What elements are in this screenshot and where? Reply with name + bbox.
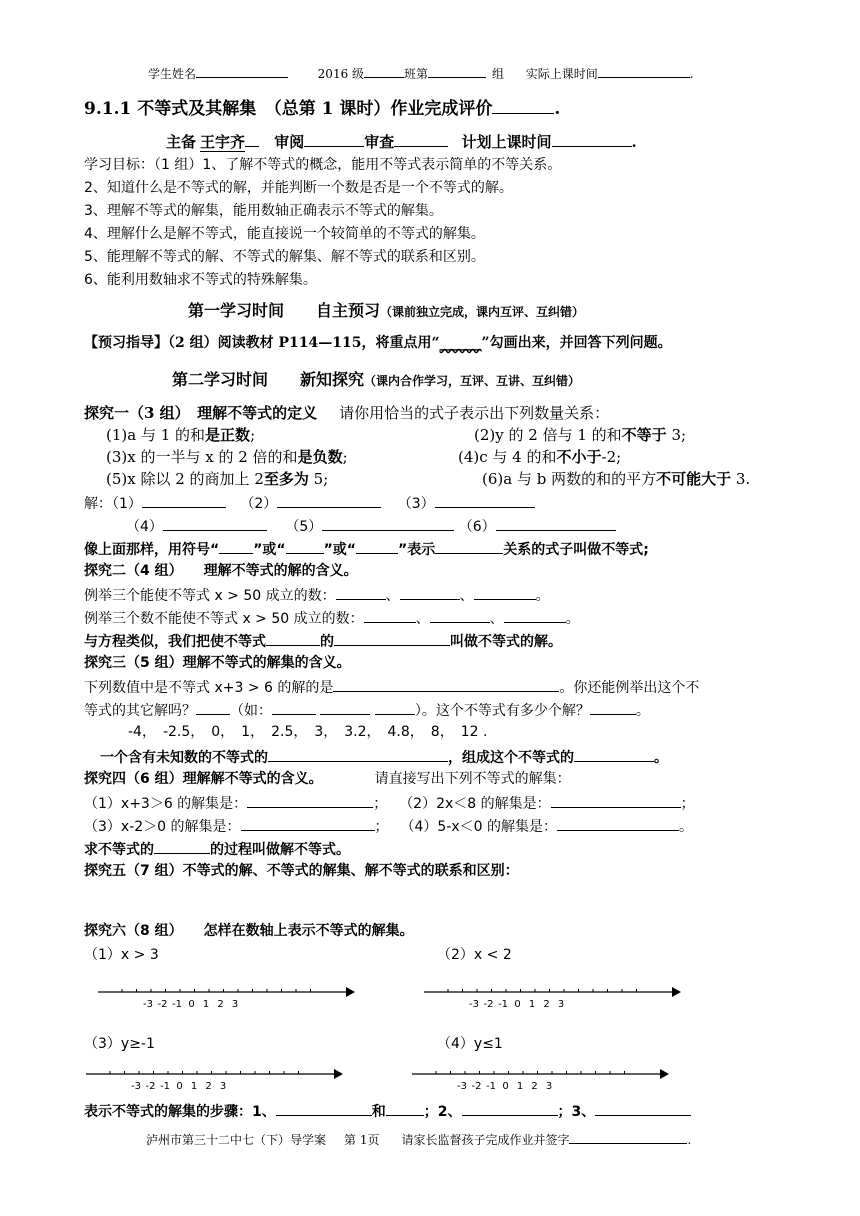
page-title: 9.1.1 不等式及其解集 （总第 1 课时）作业完成评价 .	[84, 99, 561, 119]
tick-label: -3	[131, 1081, 141, 1092]
inquiry2-heading: 探究二（4 组） 理解不等式的解的含义。	[84, 563, 358, 579]
inquiry4-row1: （1）x+3＞6 的解集是： ； （2）2x＜8 的解集是： ；	[84, 792, 695, 814]
inquiry2-line1: 例举三个能使不等式 x > 50 成立的数： 、 、 。	[84, 584, 550, 606]
answers-row-2: （4） （5） （6）	[126, 515, 616, 537]
tick-label: -1	[486, 1081, 496, 1092]
plan-time-blank[interactable]	[552, 131, 632, 147]
header-line: 学生姓名 2016 级 班第 组 实际上课时间 .	[148, 62, 694, 84]
inquiry6-heading: 探究六（8 组） 怎样在数轴上表示不等式的解集。	[84, 923, 414, 939]
inquiry4-heading: 探究四（6 组）理解解不等式的含义。 请直接写出下列不等式的解集：	[84, 771, 571, 787]
goal-1: 学习目标：（1 组）1、了解不等式的概念，能用不等式表示简单的不等关系。	[84, 157, 562, 173]
footer: 泸州市第三十二中七（下）导学案 第 1页 请家长监督孩子完成作业并签字 .	[146, 1133, 692, 1147]
problem-2-label: （2）x < 2	[437, 947, 512, 963]
goal-5: 5、能理解不等式的解、不等式的解集、解不等式的联系和区别。	[84, 249, 485, 265]
problem-4-label: （4）y≤1	[437, 1036, 503, 1052]
tick-label: -1	[160, 1081, 170, 1092]
steps-line: 表示不等式的解集的步骤：1、 和 ；2、 ；3、	[84, 1100, 691, 1122]
tick-label: 3	[557, 999, 565, 1010]
tick-label: 3	[545, 1081, 553, 1092]
section2-heading: 第二学习时间 新知探究（课内合作学习，互评、互讲、互纠错）	[172, 370, 581, 389]
student-name-blank[interactable]	[196, 62, 288, 78]
grade-label: 2016 级	[317, 67, 365, 81]
inquiry5-heading: 探究五（7 组）不等式的解、不等式的解集、解不等式的联系和区别：	[84, 863, 519, 879]
tick-label: -2	[471, 1081, 482, 1092]
tick-label: 0	[502, 1081, 509, 1092]
actual-time-blank[interactable]	[598, 62, 690, 78]
check-blank[interactable]	[394, 131, 448, 147]
tick-label: 2	[531, 1081, 538, 1092]
tick-label: -3	[457, 1081, 467, 1092]
tick-label: -3	[143, 999, 153, 1010]
tick-label: 0	[188, 999, 195, 1010]
number-line-4[interactable]	[412, 1064, 672, 1094]
footer-school: 泸州市第三十二中七（下）导学案	[146, 1133, 327, 1147]
inquiry3-summary: 一个含有未知数的不等式的 ，组成这个不等式的 。	[100, 746, 668, 768]
goal-6: 6、能利用数轴求不等式的特殊解集。	[84, 272, 317, 288]
inquiry1-heading: 探究一（3 组） 理解不等式的定义 请你用恰当的式子表示出下列数量关系：	[84, 404, 610, 422]
inquiry2-summary: 与方程类似，我们把使不等式 的 叫做不等式的解。	[84, 630, 562, 652]
inquiry3-heading: 探究三（5 组）理解不等式的解集的含义。	[84, 655, 351, 671]
tick-label: 0	[176, 1081, 183, 1092]
tick-label: -2	[483, 999, 494, 1010]
class-label: 班第	[404, 67, 429, 81]
tick-label: 3	[219, 1081, 227, 1092]
tick-label: -3	[469, 999, 479, 1010]
inquiry1-item-3: (3)x 的一半与 x 的 2 倍的和是负数;	[106, 448, 348, 466]
review-blank[interactable]	[304, 131, 364, 147]
section1-heading: 第一学习时间 自主预习（课前独立完成，课内互评、互纠错）	[188, 301, 585, 320]
tick-label: 3	[231, 999, 239, 1010]
number-line-2[interactable]	[424, 982, 684, 1012]
inquiry1-summary: 像上面那样，用符号“ ”或“ ”或“ ”表示 关系的式子叫做不等式;	[84, 538, 649, 560]
answers-row-1: 解：（1） （2） （3）	[84, 492, 535, 514]
lead-name: 王宇齐	[200, 133, 246, 151]
inquiry4-summary: 求不等式的 的过程叫做解不等式。	[84, 838, 350, 860]
number-line-3[interactable]	[86, 1064, 346, 1094]
preview-guide: 【预习指导】（2 组）阅读教材 P114—115，将重点用“______”勾画出来，并回答下列问题。	[84, 335, 672, 351]
tick-label: 1	[190, 1081, 198, 1092]
parent-signature-blank[interactable]	[569, 1131, 687, 1144]
problem-1-label: （1）x > 3	[84, 947, 159, 963]
group-label: 组	[492, 67, 505, 81]
problem-3-label: （3）y≥-1	[84, 1036, 155, 1052]
evaluation-blank[interactable]	[492, 98, 554, 114]
answer-blank-3[interactable]	[435, 492, 535, 508]
answer-blank-1[interactable]	[142, 492, 226, 508]
inquiry1-item-6: (6)a 与 b 两数的和的平方不可能大于 3.	[482, 470, 751, 488]
tick-label: 1	[516, 1081, 524, 1092]
tick-label: 1	[202, 999, 210, 1010]
tick-label: 0	[514, 999, 521, 1010]
tick-label: -1	[172, 999, 182, 1010]
tick-label: -2	[145, 1081, 156, 1092]
inquiry1-item-1: (1)a 与 1 的和是正数;	[106, 426, 256, 444]
answer-blank-4[interactable]	[163, 515, 267, 531]
actual-time-label: 实际上课时间	[525, 67, 598, 81]
class-blank[interactable]	[428, 62, 486, 78]
staff-line: 主备 王宇齐 审阅 审查 计划上课时间 .	[166, 133, 637, 151]
tick-label: -1	[498, 999, 508, 1010]
answer-blank-5[interactable]	[322, 515, 454, 531]
inquiry1-item-2: (2)y 的 2 倍与 1 的和不等于 3;	[474, 426, 687, 444]
goal-2: 2、知道什么是不等式的解，并能判断一个数是否是一个不等式的解。	[84, 180, 513, 196]
goal-4: 4、理解什么是解不等式，能直接说一个较简单的不等式的解集。	[84, 226, 485, 242]
answer-blank-2[interactable]	[277, 492, 381, 508]
tick-label: 2	[543, 999, 550, 1010]
footer-sign: 请家长监督孩子完成作业并签字	[401, 1133, 570, 1147]
tick-label: -2	[157, 999, 168, 1010]
inquiry3-line2: 等式的其它解吗？ （如： ）。这个不等式有多少个解？ 。	[84, 699, 650, 721]
inquiry1-item-5: (5)x 除以 2 的商加上 2至多为 5;	[106, 470, 329, 488]
tick-label: 1	[528, 999, 536, 1010]
inquiry4-row2: （3）x-2＞0 的解集是： ； （4）5-x＜0 的解集是： 。	[84, 815, 693, 837]
inquiry2-line2: 例举三个数不能使不等式 x > 50 成立的数： 、 、 。	[84, 607, 580, 629]
number-line-1[interactable]	[98, 982, 358, 1012]
goal-3: 3、理解不等式的解集，能用数轴正确表示不等式的解集。	[84, 203, 443, 219]
student-name-label: 学生姓名	[148, 67, 197, 81]
tick-label: 2	[217, 999, 224, 1010]
inquiry3-line1: 下列数值中是不等式 x+3 > 6 的解的是 。你还能例举出这个不	[84, 676, 699, 698]
tick-label: 2	[205, 1081, 212, 1092]
footer-page: 第 1页	[344, 1133, 380, 1147]
answer-blank-6[interactable]	[496, 515, 616, 531]
inquiry1-item-4: (4)c 与 4 的和不小于-2;	[458, 448, 622, 466]
inquiry3-values: -4， -2.5， 0， 1， 2.5， 3， 3.2， 4.8， 8， 12 .	[128, 724, 488, 740]
grade-blank[interactable]	[364, 62, 404, 78]
